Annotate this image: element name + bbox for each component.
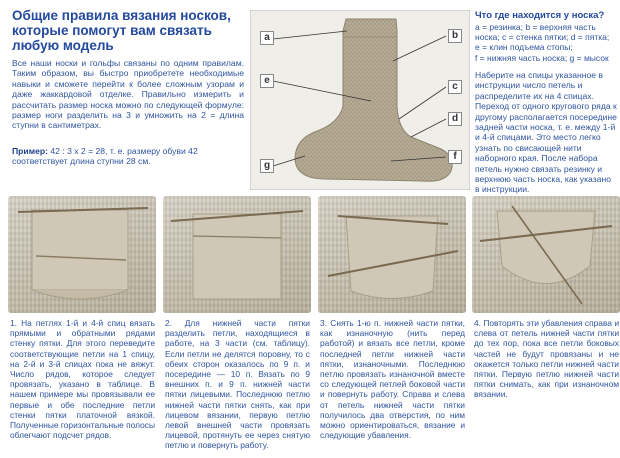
example-block [12,146,244,167]
intro-text: Все наши носки и гольфы связаны по одним правилам. Таким образом, вы быстро приобретете необходимые навыки и сможете перейти к более сложным узорам и даже жаккардовой отделке. Правильно измерить и рассчитать размер носка можно по следующей формуле: размер ноги разделить на 3 и умножить на 2 = длина ступни в сантиметрах. [12,58,244,131]
label-c: c [448,80,462,94]
page-title: Общие правила вязания носков, которые помогут вам связать любую модель [12,8,231,53]
sock-shape [295,19,452,181]
step-2-text: 2. Для нижней части пятки разделить петли, находящиеся в работе, на 3 части (см. таблицу). Если петли не делятся поровну, то с обеих сторон оказалось по 9 п. и посередине — 10 п. Вязать по 9 внешних п. и 9 п. нижней части пятки лицевыми. Последнюю петлю нижней части пятки снять, как при лицевом вязании, первую петлю левой внешней части провязать лицевой, протянуть ее через снятую петлю и повернуть работу. [165,318,310,451]
legend-line: e = клин подъема стопы; [475,42,573,53]
label-g: g [260,159,274,173]
step-3-photo [318,196,466,313]
label-f: f [448,150,462,164]
example-label: Пример: [12,146,48,156]
example-text: 42 : 3 x 2 = 28, т. е. размеру обуви 42 соответствует длина ступни 28 см. [12,146,198,167]
instructions-text: Наберите на спицы указанное в инструкции число петель и распределите их на 4 спицах. Переход от одного кругового ряда к другому располагается посередине задней части носка, т. е. между 1-й и 4-й спицами. Это место легко узнать по свисающей нити наборного края. После набора петель нужно связать резинку и верхнюю часть носка, как указано в инструкции. [475,70,617,195]
step-4-photo [472,196,620,313]
step-2-photo [163,196,311,313]
legend-line: носка; c = стенка пятки; d = пятка; [475,32,610,43]
step-1-photo [8,196,156,313]
label-d: d [448,112,462,126]
sock-diagram [250,10,470,190]
legend-line: a = резинка; b = верхняя часть [475,22,596,32]
step-4-text: 4. Повторять эти убавления справа и слева от петель нижней части пятки до тех пор, пока все петли боковых частей не будут провязаны и не окажется только петли нижней части пятки. Первую петлю нижней части пятки снимать, как при изнаночном вязании. [474,318,619,400]
legend-line: f = нижняя часть носка; g = мысок [475,52,609,63]
label-b: b [448,29,462,43]
legend-title: Что где находится у носка? [475,10,605,21]
label-e: e [260,74,274,88]
step-3-text: 3. Снять 1-ю п. нижней части пятки, как изнаночную (нить перед работой) и вязать все петли, кроме последней петли нижней части пятки, изнаночными. Последнюю петлю провязать изнаночной вместе со следующей петлей боковой части и повернуть работу. Справа и слева от петель нижней части пятки получилось два отверстия, по ним можно ориентироваться, вязание и следующие убавления. [320,318,465,441]
label-a: a [260,31,274,45]
step-1-text: 1. На петлях 1-й и 4-й спиц вязать прямыми и обратными рядами стенку пятки. Для этого переведите соответствующие петли на 1 спицу, на 2-й и 3-й спицах пока не вяжут. Число рядов, которое следует провязать, указано в таблице. В нашем примере мы провязывали ее первые и обе последние петли стенки пятки платочной вязкой. Полученные горизонтальные полосы облегчают подсчет рядов. [10,318,155,441]
legend [475,22,617,63]
sock-illustration [251,11,471,191]
